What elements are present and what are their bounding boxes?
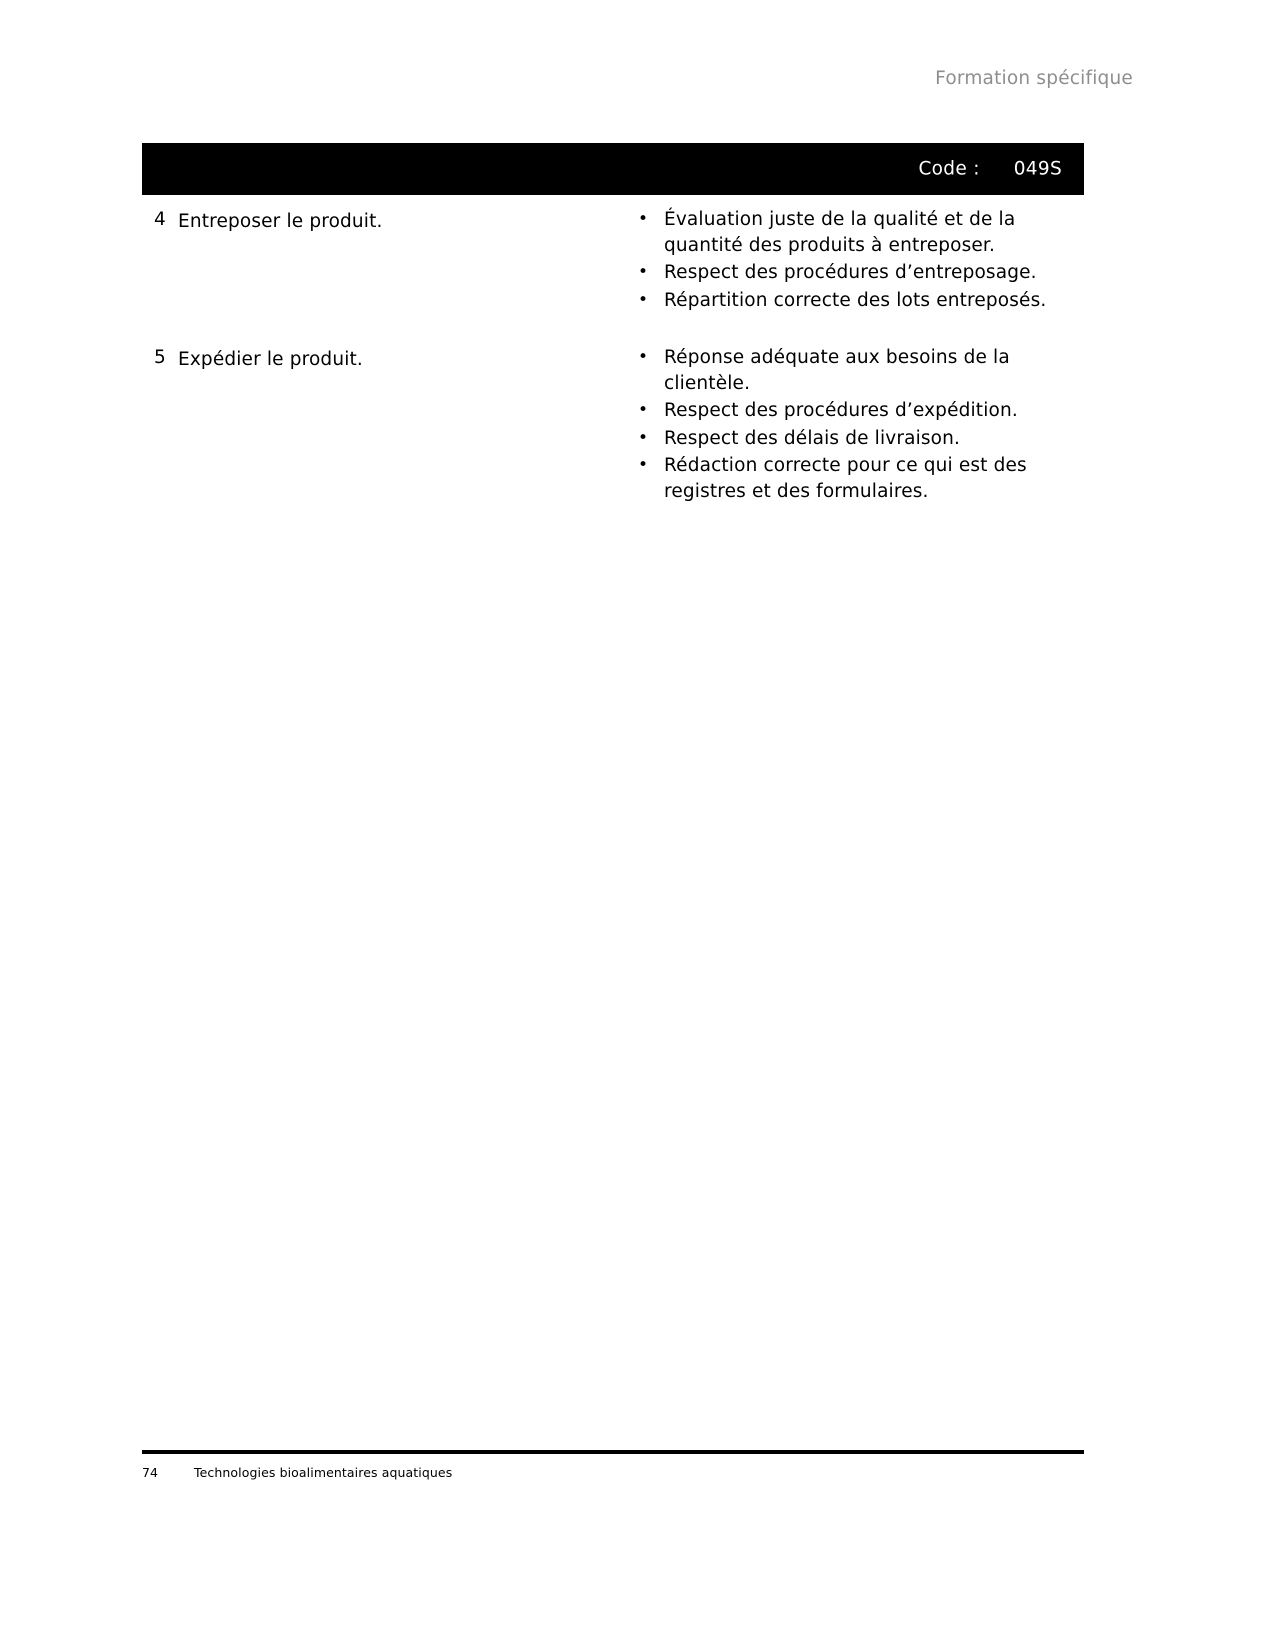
- bullet-icon: •: [638, 427, 649, 448]
- bullet-icon: •: [638, 455, 649, 476]
- list-item: [632, 345, 1084, 396]
- list-item: [632, 398, 1084, 424]
- list-item: [632, 288, 1084, 314]
- code-bar-content: [918, 159, 1062, 180]
- code-bar: [142, 143, 1084, 195]
- list-item-text: Réponse adéquate aux besoins de la clientèle.: [664, 347, 1010, 394]
- footer-page-number: 74: [142, 1465, 158, 1480]
- list-item: [632, 426, 1084, 452]
- row-right-cell: [612, 207, 1084, 315]
- bullet-icon: •: [638, 400, 649, 421]
- bullet-icon: •: [638, 289, 649, 310]
- row-title: Entreposer le produit.: [178, 211, 383, 232]
- row-left-cell: [142, 207, 612, 235]
- page-footer: [142, 1465, 1084, 1480]
- code-value: 049S: [1013, 158, 1062, 180]
- running-header: Formation spécifique: [935, 68, 1133, 89]
- footer-program-title: Technologies bioalimentaires aquatiques: [194, 1465, 453, 1480]
- list-item: [632, 207, 1084, 258]
- row-left-cell: [142, 345, 612, 373]
- list-item-text: Répartition correcte des lots entreposés.: [664, 289, 1047, 311]
- row-right-cell: [612, 345, 1084, 506]
- bullet-icon: •: [638, 347, 649, 368]
- list-item-text: Respect des procédures d’entreposage.: [664, 262, 1037, 284]
- row-number: 4: [154, 209, 166, 230]
- list-item-text: Rédaction correcte pour ce qui est des registres et des formulaires.: [664, 455, 1027, 502]
- row-title: Expédier le produit.: [178, 349, 363, 371]
- table-row: [142, 207, 1084, 315]
- bullet-icon: •: [638, 209, 649, 229]
- list-item: [632, 260, 1084, 286]
- table-row: [142, 345, 1084, 506]
- list-item: [632, 453, 1084, 504]
- list-item-text: Évaluation juste de la qualité et de la quantité des produits à entreposer.: [664, 209, 1016, 256]
- list-item-text: Respect des procédures d’expédition.: [664, 400, 1018, 422]
- competency-table: [142, 207, 1084, 532]
- bullet-icon: •: [638, 262, 649, 283]
- list-item-text: Respect des délais de livraison.: [664, 427, 961, 449]
- criteria-list: [632, 207, 1084, 313]
- code-label: Code :: [918, 158, 980, 180]
- criteria-list: [632, 345, 1084, 504]
- footer-divider: [142, 1450, 1084, 1454]
- row-number: 5: [154, 347, 166, 369]
